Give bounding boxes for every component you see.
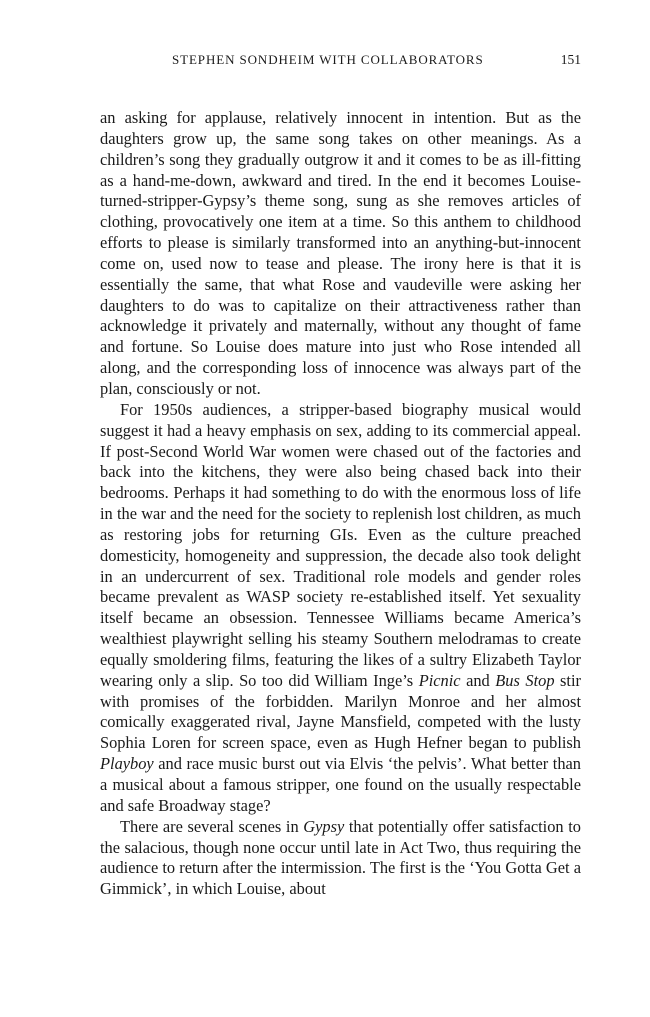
title-gypsy: Gypsy (303, 816, 345, 836)
page-number: 151 (560, 52, 581, 67)
paragraph-2-text-a: For 1950s audiences, a stripper-based biography musical would suggest it had a heavy emphasis on sex, adding to its commercial appeal. If post-Second World War women were chased out of the factories and back into the kitchens, they were also being chased back into their bedrooms. Perhaps it had something to do with the enormous loss of life in the war and the need for the society to replenish lost children, as much as restoring jobs for returning GIs. Even as the culture preached domesticity, homogeneity and suppression, the decade also took delight in an undercurrent of sex. Traditional role models and gender roles became prevalent as WASP society re-established itself. Yet sexuality itself became an obsession. Tennessee Williams became America’s wealthiest playwright selling his steamy Southern melodramas to create equally smoldering films, featuring the likes of a sultry Elizabeth Taylor wearing only a slip. So too did William Inge’s (100, 399, 581, 690)
body-text (100, 108, 581, 900)
paragraph-2 (100, 400, 581, 817)
paragraph-2-text-d: and race music burst out via Elvis ‘the pelvis’. What better than a musical about a famous stripper, one found on the usually respectable and safe Broadway stage? (100, 754, 581, 815)
paragraph-3-text-b: that potentially offer satisfaction to the salacious, though none occur until late in Act Two, thus requiring the audience to return after the intermission. The first is the ‘You Gotta Get a Gimmick’, in which Louise, about (100, 816, 581, 899)
paragraph-2-text-b: and (460, 670, 496, 690)
title-picnic: Picnic (418, 670, 461, 690)
paragraph-3-text-a: There are several scenes in (120, 816, 304, 836)
paragraph-3 (100, 817, 581, 900)
paragraph-1: an asking for applause, relatively innocent in intention. But as the daughters grow up, the same song takes on other meanings. As a children’s song they gradually outgrow it and it comes to be as ill-fitting as a hand-me-down, awkward and tired. In the end it becomes Louise-turned-stripper-Gypsy’s theme song, sung as she removes articles of clothing, provocatively one item at a time. So this anthem to childhood efforts to please is similarly transformed into an anything-but-innocent come on, used now to tease and please. The irony here is that it is essentially the same, that what Rose and vaudeville were asking her daughters to do was to capitalize on their attractiveness rather than acknowledge it privately and maternally, without any thought of fame and fortune. So Louise does mature into just who Rose intended all along, and the corresponding loss of innocence was always part of the plan, consciously or not. (100, 108, 581, 398)
title-playboy: Playboy (100, 754, 154, 774)
paragraph-2-text-c: stir with promises of the forbidden. Marilyn Monroe and her almost comically exaggerated rival, Jayne Mansfield, competed with the lusty Sophia Loren for screen space, even as Hugh Hefner began to publish (100, 670, 581, 753)
title-bus-stop: Bus Stop (495, 670, 555, 690)
running-head (100, 52, 581, 72)
running-title: STEPHEN SONDHEIM WITH COLLABORATORS (172, 52, 484, 67)
